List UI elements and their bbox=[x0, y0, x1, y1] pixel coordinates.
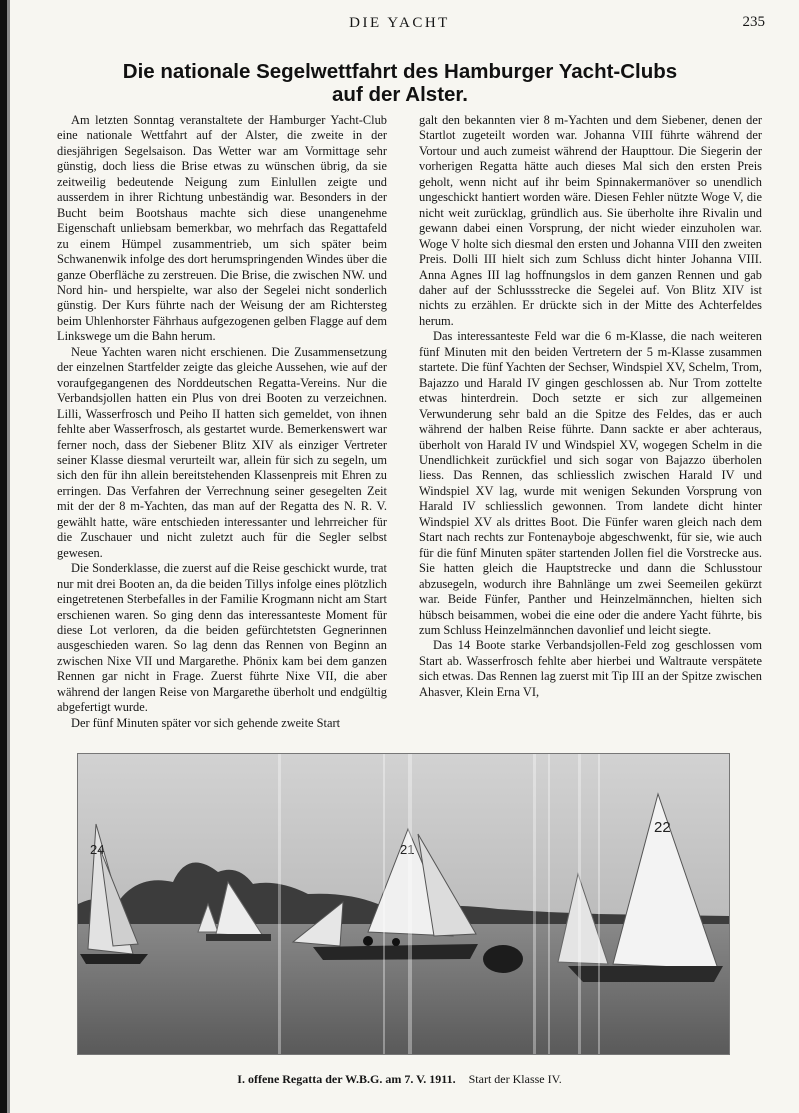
caption-sub: Start der Klasse IV. bbox=[468, 1072, 562, 1086]
page-edge bbox=[0, 0, 7, 1113]
sail-number: 22 bbox=[654, 819, 671, 836]
paragraph: galt den bekannten vier 8 m-Yachten und dem Siebener, denen der Startlot zugeteilt worden war. Johanna VIII führte während der Vortour und auch zumeist während der Haupttour. Die Siegerin der vorherigen Regatta hätte auch dieses Mal sich den ersten Preis geholt, wenn nicht auf ihr beim Spinnakermanöver so unendlich ungeschickt hantiert worden wäre. Diesen Fehler nützte Woge V, die nicht weit zurücklag, gründlich aus. Sie überholte ihre Rivalin und gewann dabei einen Vorsprung, der nicht wieder einzuholen war. Woge V holte sich diesmal den ersten und Johanna VIII den zweiten Preis. Dolli III hielt sich zum Schluss dicht hinter Johanna VIII. Anna Agnes III lag hoffnungslos in dem ganzen Rennen und gab daher auf der Schlussstrecke die Segelei auf. Von Blitz XIV ist nichts zu erzählen. Er drückte sich in der Mitte des Achterfeldes herum. bbox=[419, 113, 762, 328]
right-column bbox=[419, 113, 762, 700]
photo-caption bbox=[0, 1072, 799, 1087]
buoy bbox=[483, 945, 523, 973]
paragraph: Die Sonderklasse, die zuerst auf die Reise geschickt wurde, trat nur mit drei Booten an, da die beiden Tillys infolge eines plötzlich eingetretenen Sterbefalles in der Familie Krogmann nicht am Start erschienen waren. So ging denn das interessanteste Moment für diese Lot verloren, da die beiden gefürchtetsten Gegnerinnen ausgeschieden waren. So lag denn das Rennen von Beginn an zwischen Nixe VII und Margarethe. Phönix kam bei dem ganzen Rennen gar nicht in Frage. Zuerst führte Nixe VII, die aber während der langen Reise von Margarethe überholt und endgültig abgefertigt wurde. bbox=[57, 561, 387, 715]
regatta-photo-drawing bbox=[78, 754, 729, 1054]
hull bbox=[206, 934, 271, 941]
left-column bbox=[57, 113, 387, 731]
page-number: 235 bbox=[742, 14, 765, 30]
regatta-photo bbox=[77, 753, 730, 1055]
caption-main: I. offene Regatta der W.B.G. am 7. V. 1911. bbox=[237, 1072, 456, 1086]
page-edge-shadow bbox=[7, 0, 10, 1113]
article-title-line2: auf der Alster. bbox=[332, 83, 468, 106]
paragraph: Das 14 Boote starke Verbandsjollen-Feld zog geschlossen vom Start ab. Wasserfrosch fehlte aber hierbei und Waltraute verspätete sich etwas. Das Rennen lag zuerst mit Tip III an der Spitze zwischen Ahasver, Klein Erna VI, bbox=[419, 638, 762, 699]
paragraph: Am letzten Sonntag veranstaltete der Hamburger Yacht-Club eine nationale Wettfahrt auf der Alster, die zweite in der diesjährigen Segelsaison. Das Wetter war am Vormittage sehr günstig, doch liess die Brise etwas zu wünschen übrig, da sie zeitweilig bedeutende Neigung zum Einlullen zeigte und ausserdem in ihrer Richtung unbeständig war. Besonders in der Bucht beim Bootshaus machte sich diese unangenehme Eigenschaft unliebsam bemerkbar, wo mehrfach das Regattafeld zu einem Hümpel zusammentrieb, um sich später beim Schwanenwik infolge des dort herumspringenden Windes über die ganze Oberfläche zu zerstreuen. Die Brise, die zwischen NW. und Nord hin- und herspielte, war also der Segelei nicht sonderlich günstig. Der Kurs führte nach der Weisung der am Richtersteg beim Uhlenhorster Fährhaus aufgezogenen gelben Flagge auf dem Linkswege um die Bahn herum. bbox=[57, 113, 387, 344]
sail-number: 24 bbox=[90, 842, 105, 857]
article-title bbox=[40, 60, 760, 106]
running-title: DIE YACHT bbox=[349, 15, 450, 31]
paragraph: Das interessanteste Feld war die 6 m-Klasse, die nach weiteren fünf Minuten mit den beiden Vertretern der 5 m-Klasse zusammen startete. Die fünf Yachten der Sechser, Windspiel XV, Schelm, Trom, Bajazzo und Harald IV gingen geschlossen ab. Nur Trom zottelte etwas hinterdrein. Doch setzte er sich zur allgemeinen Verwunderung sehr bald an die Spitze des Feldes, das er auch während der halben Reise führte. Dann sackte er aber achteraus, überholt von Harald IV und Windspiel XV, wogegen Schelm in die Unendlichkeit zurückfiel und sich sogar von Bajazzo überholen liess. Das Rennen, das schliesslich zwischen Harald IV und Windspiel XV lag, wurde mit wenigen Sekunden Vorsprung von Harald IV schliesslich gewonnen. Trom landete dicht hinter Windspiel XV als drittes Boot. Die Fünfer waren gleich nach dem Start nach rechts zur Fontenayboje abgeschwenkt, für sie, wie auch für die fünf Minuten später startenden Jollen fiel die Vorstrecke aus. Sie hatten gleich die Hauptstrecke und dann die Schlusstour abzusegeln, wodurch ihre Bahnlänge um zwei Seemeilen gekürzt war. Beide Fünfer, Panther und Heinzelmännchen, hielten sich hübsch beisammen, wobei die eine oder die andere Yacht führte, bis zum Schluss Heinzelmännchen davonlief und leicht siegte. bbox=[419, 329, 762, 637]
article-title-line1: Die nationale Segelwettfahrt des Hamburger Yacht-Clubs bbox=[122, 60, 678, 83]
paragraph: Neue Yachten waren nicht erschienen. Die Zusammensetzung der einzelnen Startfelder zeigte das gleiche Aussehen, wie auf der voraufgegangenen des Norddeutschen Regatta-Vereins. Nur die Verbandsjollen hatten ein Plus von drei Booten zu verzeichnen. Lilli, Wasserfrosch und Peiho II hatten sich gemeldet, von ihnen fehlte aber Wasserfrosch, als gestartet wurde. Bemerkenswert war ferner noch, dass der Siebener Blitz XIV als einziger Vertreter seiner Klasse diesmal verurteilt war, allein für sich zu segeln, um sich den für ihn allein bereitstehenden Klassenpreis mit Ehren zu erringen. Das Verfahren der Verrechnung seiner gesegelten Zeit mit der der 8 m-Yachten, das man auf der Regatta des N. R. V. gewählt hatte, wäre entschieden interessanter und lehrreicher für die Zuschauer und nicht zuletzt auch für die Segler selbst gewesen. bbox=[57, 344, 387, 560]
sail-number: 21 bbox=[400, 842, 415, 857]
paragraph: Der fünf Minuten später vor sich gehende zweite Start bbox=[71, 715, 341, 730]
